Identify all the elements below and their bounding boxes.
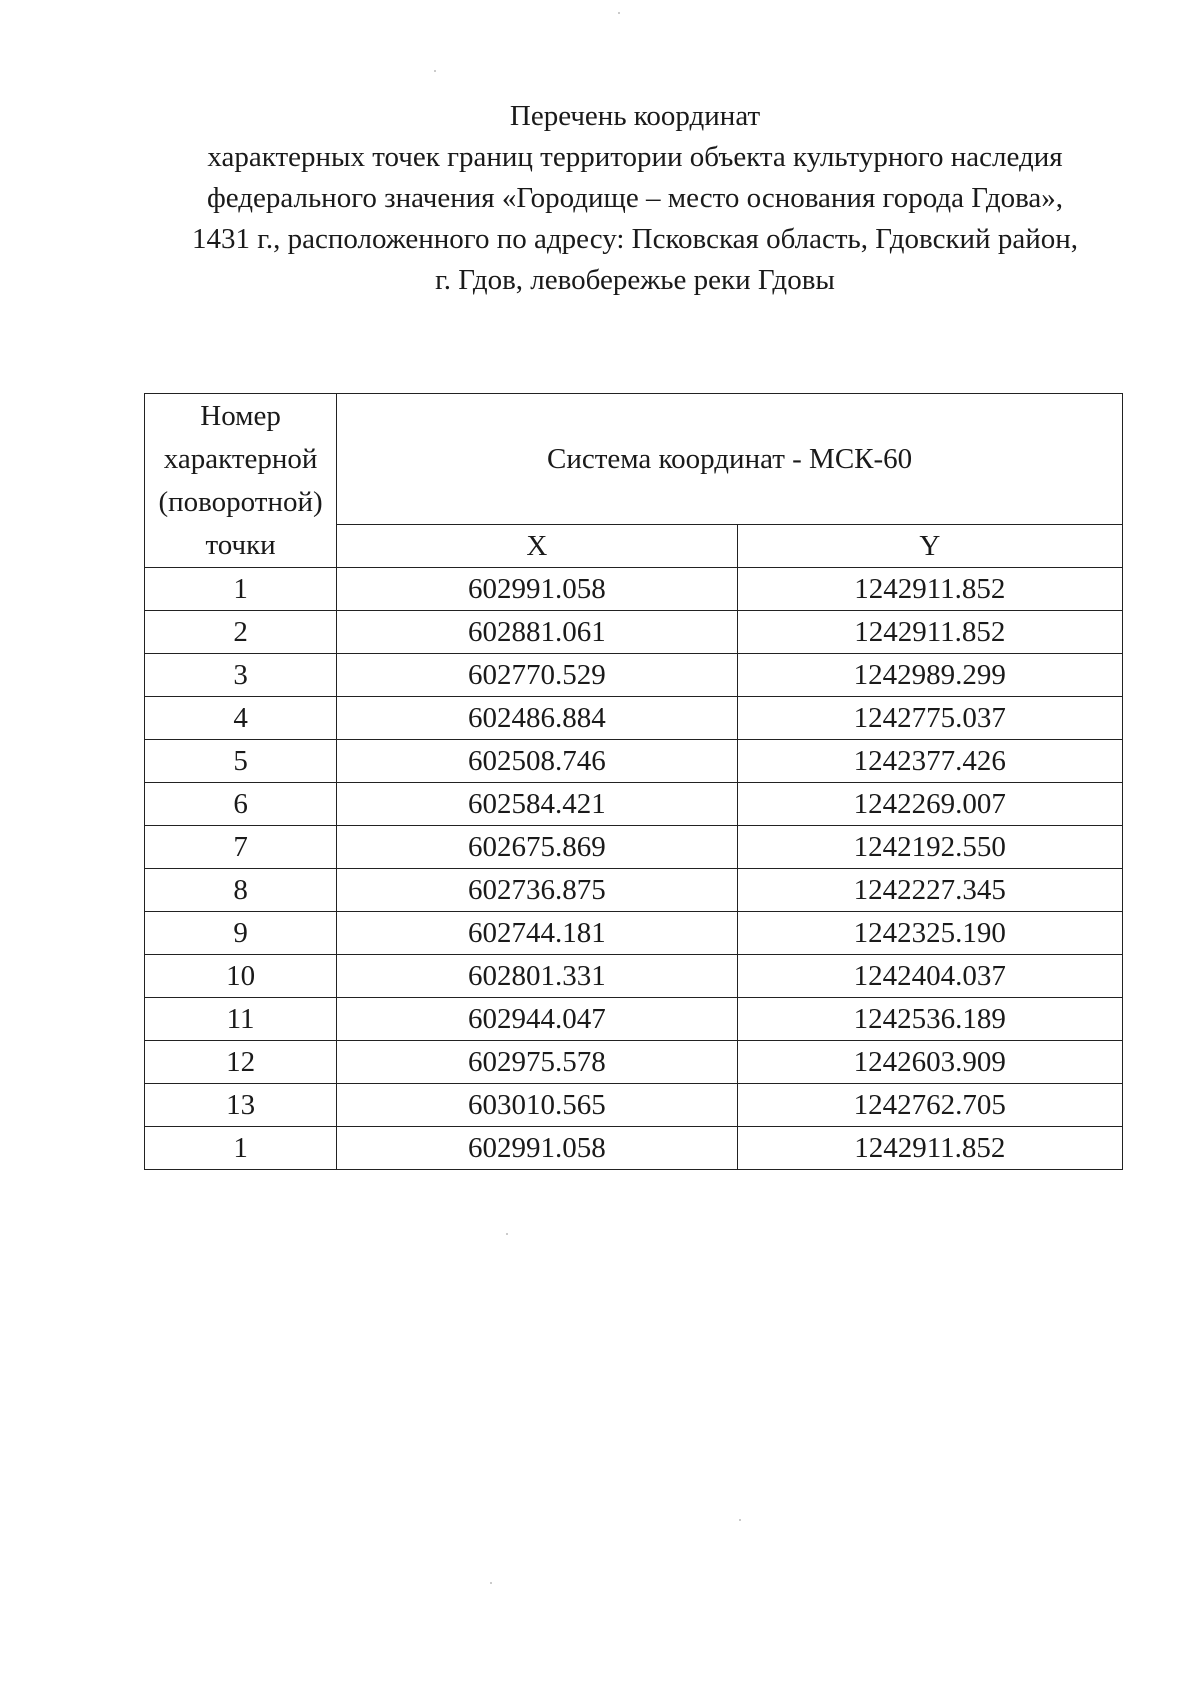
table-row (145, 1041, 1123, 1084)
coordinates-table (144, 393, 1123, 1170)
y-coordinate-cell: 1242762.705 (737, 1084, 1122, 1127)
table-row (145, 568, 1123, 611)
scan-speck (434, 70, 436, 72)
y-coordinate-cell: 1242192.550 (737, 826, 1122, 869)
y-coordinate-cell: 1242775.037 (737, 697, 1122, 740)
y-coordinate-cell: 1242911.852 (737, 611, 1122, 654)
title-line: федерального значения «Городище – место основания города Гдова», (206, 182, 1064, 214)
point-number-cell: 3 (145, 654, 337, 697)
title-line: характерных точек границ территории объекта культурного наследия (207, 141, 1063, 173)
point-number-cell: 4 (145, 697, 337, 740)
x-coordinate-cell: 602584.421 (337, 783, 737, 826)
y-coordinate-cell: 1242536.189 (737, 998, 1122, 1041)
table-row (145, 869, 1123, 912)
y-coordinate-cell: 1242227.345 (737, 869, 1122, 912)
point-number-cell: 8 (145, 869, 337, 912)
point-number-cell: 5 (145, 740, 337, 783)
x-coordinate-cell: 602486.884 (337, 697, 737, 740)
x-column-header: X (337, 525, 737, 568)
x-coordinate-cell: 602991.058 (337, 1127, 737, 1170)
y-coordinate-cell: 1242603.909 (737, 1041, 1122, 1084)
x-coordinate-cell: 602944.047 (337, 998, 737, 1041)
x-coordinate-cell: 602736.875 (337, 869, 737, 912)
scan-speck (490, 1582, 492, 1584)
point-number-cell: 6 (145, 783, 337, 826)
title-line: г. Гдов, левобережье реки Гдовы (435, 264, 835, 296)
x-coordinate-cell: 602744.181 (337, 912, 737, 955)
coordinate-system-header: Система координат - МСК-60 (337, 394, 1123, 525)
title-line: 1431 г., расположенного по адресу: Псковская область, Гдовский район, (191, 223, 1078, 255)
y-coordinate-cell: 1242911.852 (737, 1127, 1122, 1170)
table-row (145, 912, 1123, 955)
point-number-cell: 1 (145, 568, 337, 611)
y-column-header: Y (737, 525, 1122, 568)
scan-speck (506, 1233, 508, 1235)
x-coordinate-cell: 602991.058 (337, 568, 737, 611)
y-coordinate-cell: 1242377.426 (737, 740, 1122, 783)
y-coordinate-cell: 1242269.007 (737, 783, 1122, 826)
table-row (145, 783, 1123, 826)
point-number-cell: 2 (145, 611, 337, 654)
table-row (145, 611, 1123, 654)
x-coordinate-cell: 602770.529 (337, 654, 737, 697)
scan-speck (739, 1519, 741, 1521)
point-number-cell: 1 (145, 1127, 337, 1170)
x-coordinate-cell: 602675.869 (337, 826, 737, 869)
point-number-cell: 9 (145, 912, 337, 955)
coordinates-table-body (145, 568, 1123, 1170)
x-coordinate-cell: 602975.578 (337, 1041, 737, 1084)
table-row (145, 697, 1123, 740)
point-number-cell: 13 (145, 1084, 337, 1127)
point-number-cell: 11 (145, 998, 337, 1041)
table-row (145, 654, 1123, 697)
y-coordinate-cell: 1242911.852 (737, 568, 1122, 611)
table-row (145, 1084, 1123, 1127)
table-row (145, 826, 1123, 869)
y-coordinate-cell: 1242989.299 (737, 654, 1122, 697)
scan-speck (618, 12, 620, 14)
y-coordinate-cell: 1242404.037 (737, 955, 1122, 998)
table-row (145, 998, 1123, 1041)
document-title (120, 96, 1150, 301)
table-row (145, 1127, 1123, 1170)
point-number-cell: 7 (145, 826, 337, 869)
x-coordinate-cell: 602881.061 (337, 611, 737, 654)
title-line: Перечень координат (509, 100, 761, 132)
x-coordinate-cell: 602508.746 (337, 740, 737, 783)
point-number-header: Номер характерной (поворотной) точки (145, 394, 337, 568)
table-row (145, 740, 1123, 783)
y-coordinate-cell: 1242325.190 (737, 912, 1122, 955)
x-coordinate-cell: 602801.331 (337, 955, 737, 998)
point-number-cell: 12 (145, 1041, 337, 1084)
x-coordinate-cell: 603010.565 (337, 1084, 737, 1127)
table-row (145, 955, 1123, 998)
point-number-cell: 10 (145, 955, 337, 998)
